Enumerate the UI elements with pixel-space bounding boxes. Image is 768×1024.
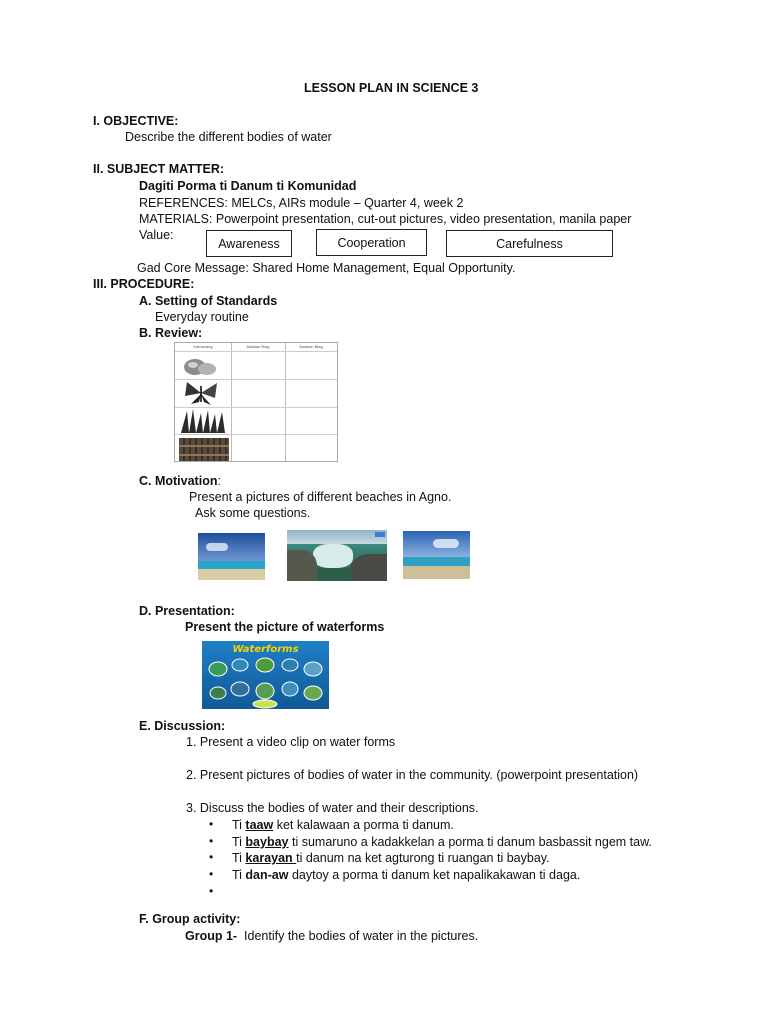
motivation-heading-line (139, 474, 221, 489)
motivation-colon: : (217, 474, 221, 488)
motivation-heading: C. Motivation (139, 474, 218, 488)
motivation-line-1: Present a pictures of different beaches in Agno. (189, 490, 452, 504)
value-box-awareness: Awareness (206, 230, 292, 257)
presentation-text: Present the picture of waterforms (185, 620, 385, 634)
discussion-item-1: 1. Present a video clip on water forms (186, 735, 396, 749)
bullet-icon: • (209, 867, 214, 881)
waterforms-image (202, 641, 329, 709)
presentation-heading: D. Presentation: (139, 604, 235, 618)
gad-core-message: Gad Core Message: Shared Home Management, Equal Opportunity. (137, 261, 516, 275)
bullet-item: Ti karayan ti danum na ket agturong ti ruangan ti baybay. (232, 851, 550, 865)
fence-icon (179, 436, 229, 461)
bullet-icon: • (209, 834, 214, 848)
subject-matter-heading: II. SUBJECT MATTER: (93, 162, 225, 176)
bullet-item: Ti taaw ket kalawaan a porma ti danum. (232, 818, 454, 832)
value-box-carefulness: Carefulness (446, 230, 613, 257)
references-line: REFERENCES: MELCs, AIRs module – Quarter 4, week 2 (139, 196, 464, 210)
review-heading: B. Review: (139, 326, 203, 340)
group-1-text: Identify the bodies of water in the pictures. (237, 929, 479, 943)
term-karayan: karayan (245, 851, 297, 865)
review-col-header: Awanan Biag (299, 344, 323, 349)
motivation-line-2: Ask some questions. (195, 506, 311, 520)
term-baybay: baybay (245, 835, 289, 849)
review-table-image (174, 342, 338, 462)
discussion-item-2: 2. Present pictures of bodies of water in the community. (powerpoint presentation) (186, 768, 639, 782)
setting-standards-heading: A. Setting of Standards (139, 294, 278, 308)
setting-standards-text: Everyday routine (155, 310, 249, 324)
bullet-icon: • (209, 817, 214, 831)
subject-topic: Dagiti Porma ti Danum ti Komunidad (139, 179, 357, 193)
materials-line: MATERIALS: Powerpoint presentation, cut-out pictures, video presentation, manila paper (139, 212, 632, 226)
grass-icon (179, 407, 227, 433)
butterfly-icon (183, 380, 219, 406)
beach-photo-3 (403, 531, 470, 579)
group-activity-heading: F. Group activity: (139, 912, 241, 926)
term-dan-aw: dan-aw (245, 868, 289, 882)
bullet-icon: • (209, 850, 214, 864)
discussion-item-3: 3. Discuss the bodies of water and their descriptions. (186, 801, 479, 815)
page-title: LESSON PLAN IN SCIENCE 3 (304, 81, 479, 95)
bullet-item: Ti dan-aw daytoy a porma ti danum ket napalikakawan ti daga. (232, 868, 581, 882)
discussion-heading: E. Discussion: (139, 719, 226, 733)
review-col-header: Addaan Biag (246, 344, 270, 349)
value-box-cooperation: Cooperation (316, 229, 427, 256)
objective-text: Describe the different bodies of water (125, 130, 332, 144)
procedure-heading: III. PROCEDURE: (93, 277, 195, 291)
value-label: Value: (139, 228, 174, 242)
group-1-label: Group 1- (185, 929, 238, 943)
stones-icon (181, 354, 219, 376)
objective-heading: I. OBJECTIVE: (93, 114, 179, 128)
beach-photo-2 (287, 530, 387, 581)
term-taaw: taaw (245, 818, 274, 832)
review-col-header: Kamanang (193, 344, 213, 349)
beach-photo-1 (198, 533, 265, 580)
waterforms-thumbnails (202, 655, 329, 709)
bullet-icon-empty: • (209, 884, 214, 898)
group-1-line (185, 929, 478, 944)
waterforms-title: Waterforms (232, 644, 299, 655)
bullet-item: Ti baybay ti sumaruno a kadakkelan a porma ti danum basbassit ngem taw. (232, 835, 652, 849)
